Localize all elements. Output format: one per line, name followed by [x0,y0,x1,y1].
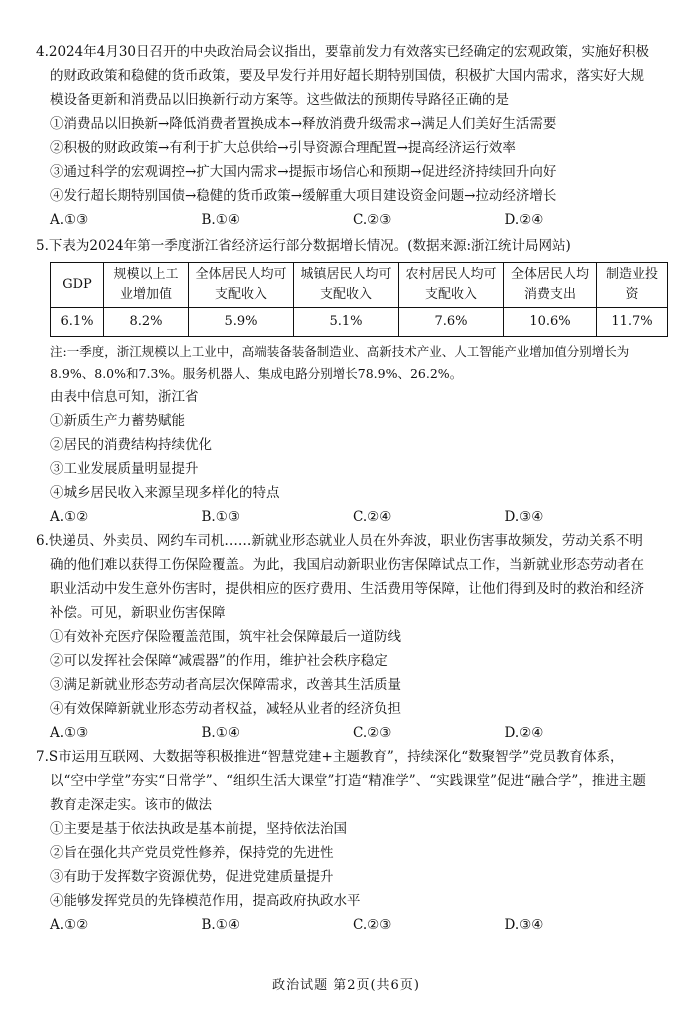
question-5-item-2: ②居民的消费结构持续优化 [50,437,212,453]
question-7-item-2: ②旨在强化共产党员党性修养，保持党的先进性 [50,845,334,861]
question-7-item-3: ③有助于发挥数字资源优势，促进党建质量提升 [50,869,334,885]
question-5-item-4: ④城乡居民收入来源呈现多样化的特点 [50,485,280,501]
question-7-item-4: ④能够发挥党员的先锋模范作用，提高政府执政水平 [50,893,361,909]
question-7-stem: 7.S市运用互联网、大数据等积极推进“智慧党建+主题教育”，持续深化“数聚智学”党员教育体系，以“空中学堂”夯实“日常学”、“组织生活大课堂”打造“精准学”、“实践课堂”促进“融合学”，推进主题教育走深走实。该市的做法 [36,749,646,813]
table-header: 全体居民人均可支配收入 [189,263,294,308]
question-6 [36,529,656,745]
question-5-item-1: ①新质生产力蓄势赋能 [50,413,185,429]
question-7-options [36,913,656,937]
table-header: 全体居民人均消费支出 [504,263,597,308]
question-6-item-3: ③满足新就业形态劳动者高层次保障需求，改善其生活质量 [50,677,401,693]
option-b: B.①④ [201,917,240,933]
option-c: C.②④ [353,509,392,525]
option-a: A.①② [50,917,89,933]
question-5-options [36,505,656,529]
option-d: D.③④ [504,509,544,525]
page-footer: 政治试题 第2页(共6页) [272,978,420,993]
question-4-item-3: ③通过科学的宏观调控→扩大国内需求→提振市场信心和预期→促进经济持续回升向好 [50,164,557,180]
table-cell: 10.6% [504,308,597,337]
table-cell: 5.1% [294,308,399,337]
question-5-stem: 5.下表为2024年第一季度浙江省经济运行部分数据增长情况。(数据来源:浙江统计局网站) [36,238,571,254]
table-header: GDP [51,263,104,308]
option-a: A.①③ [50,212,89,228]
question-6-item-4: ④有效保障新就业形态劳动者权益，减轻从业者的经济负担 [50,701,401,717]
table-header: 制造业投资 [597,263,668,308]
option-c: C.②③ [353,917,392,933]
question-4-options [36,208,656,232]
question-4-item-1: ①消费品以旧换新→降低消费者置换成本→释放消费升级需求→满足人们美好生活需要 [50,116,557,132]
table-header: 规模以上工业增加值 [104,263,189,308]
table-cell: 5.9% [189,308,294,337]
question-5-lead: 由表中信息可知，浙江省 [50,389,199,405]
option-a: A.①② [50,509,89,525]
question-5-item-3: ③工业发展质量明显提升 [50,461,199,477]
question-4 [36,40,656,232]
option-d: D.②④ [504,725,544,741]
question-4-stem: 4.2024年4月30日召开的中央政治局会议指出，要靠前发力有效落实已经确定的宏观政策，实施好积极的财政政策和稳健的货币政策，要及早发行并用好超长期特别国债，积极扩大国内需求，落实好大规模设备更新和消费品以旧换新行动方案等。这些做法的预期传导路径正确的是 [36,44,650,108]
question-7 [36,745,656,937]
question-4-item-4: ④发行超长期特别国债→稳健的货币政策→缓解重大项目建设资金问题→拉动经济增长 [50,188,557,204]
table-cell: 11.7% [597,308,668,337]
table-cell: 8.2% [104,308,189,337]
question-6-options [36,721,656,745]
option-b: B.①④ [201,725,240,741]
option-b: B.①④ [201,212,240,228]
question-6-item-2: ②可以发挥社会保障“减震器”的作用，维护社会秩序稳定 [50,653,388,669]
option-d: D.③④ [504,917,544,933]
question-5 [36,234,656,529]
option-c: C.②③ [353,212,392,228]
data-table [50,262,668,337]
table-cell: 6.1% [51,308,104,337]
table-header-row [51,263,668,308]
table-header: 农村居民人均可支配收入 [399,263,504,308]
table-row [51,308,668,337]
question-4-item-2: ②积极的财政政策→有利于扩大总供给→引导资源合理配置→提高经济运行效率 [50,140,516,156]
option-d: D.②④ [504,212,544,228]
option-a: A.①③ [50,725,89,741]
option-b: B.①③ [201,509,240,525]
question-6-item-1: ①有效补充医疗保险覆盖范围，筑牢社会保障最后一道防线 [50,629,401,645]
question-6-stem: 6.快递员、外卖员、网约车司机……新就业形态就业人员在外奔波，职业伤害事故频发，劳动关系不明确的他们难以获得工伤保险覆盖。为此，我国启动新职业伤害保障试点工作，当新就业形态劳动者在职业活动中发生意外伤害时，提供相应的医疗费用、生活费用等保障，让他们得到及时的救治和经济补偿。可见，新职业伤害保障 [36,533,644,621]
table-header: 城镇居民人均可支配收入 [294,263,399,308]
option-c: C.②③ [353,725,392,741]
table-cell: 7.6% [399,308,504,337]
table-note: 注:一季度，浙江规模以上工业中，高端装备装备制造业、高新技术产业、人工智能产业增加值分别增长为8.9%、8.0%和7.3%。服务机器人、集成电路分别增长78.9%、26.2%。 [50,344,630,381]
question-7-item-1: ①主要是基于依法执政是基本前提，坚持依法治国 [50,821,347,837]
